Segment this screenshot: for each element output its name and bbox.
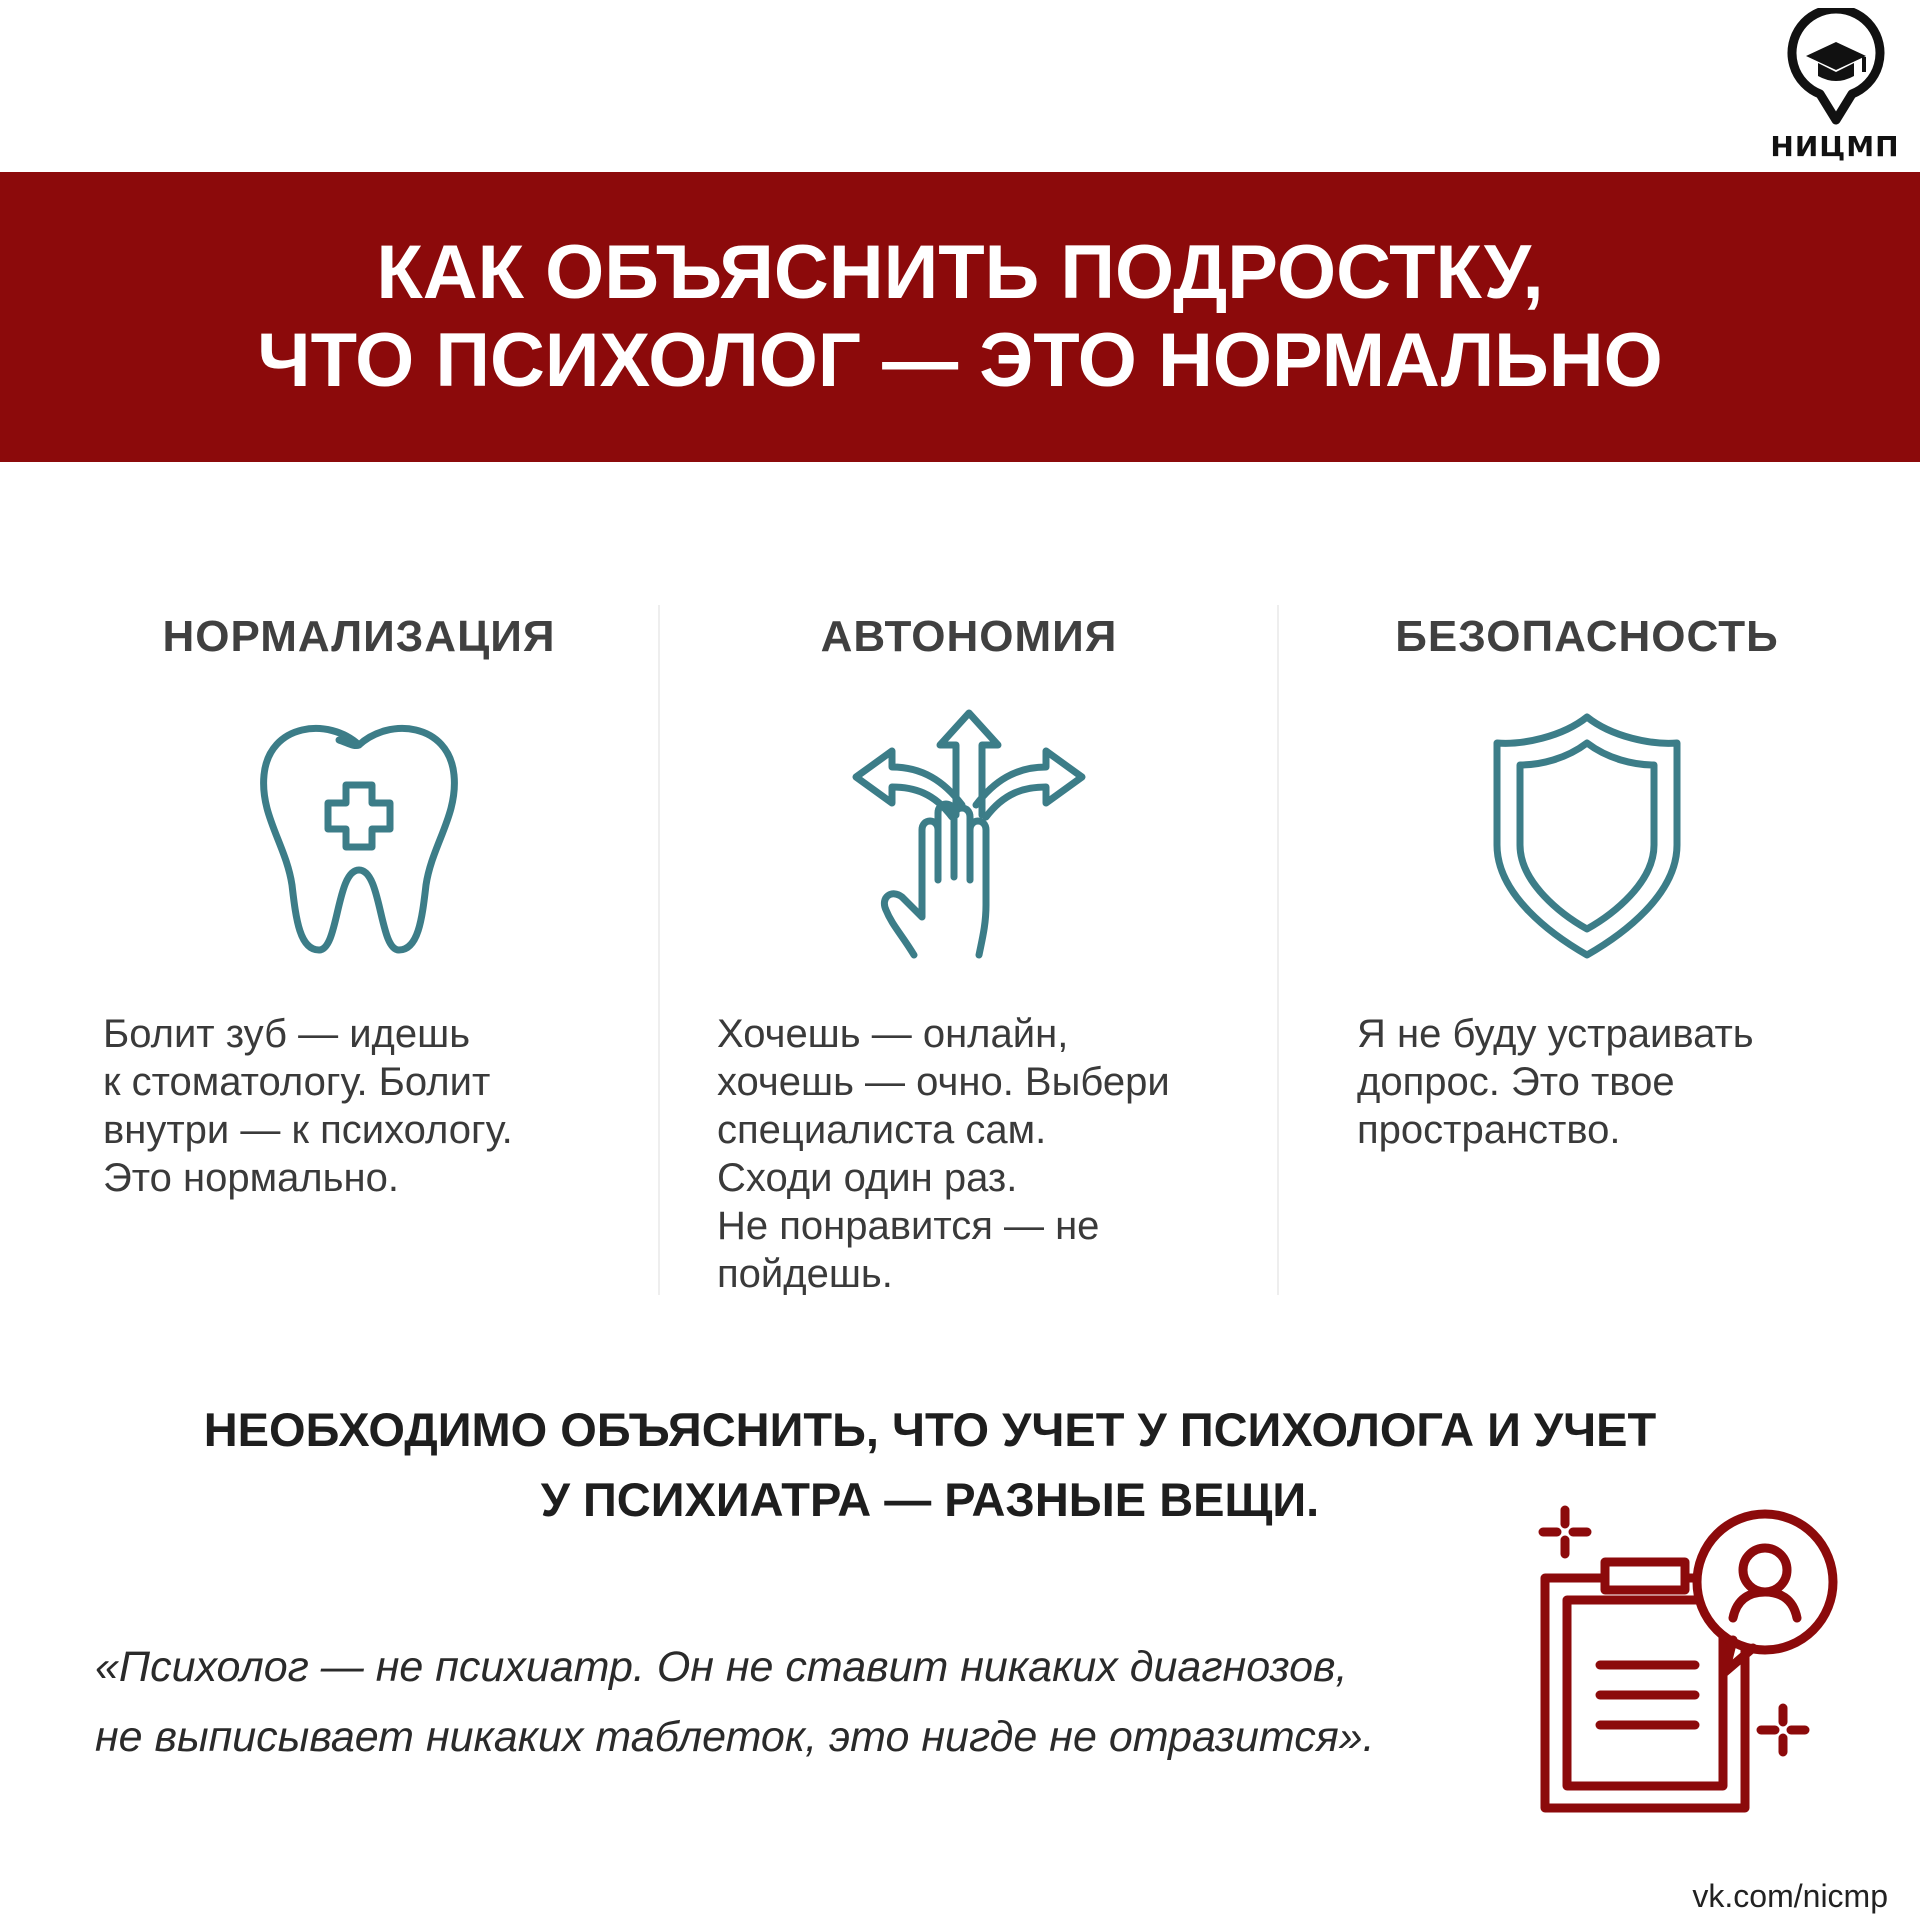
quote-line-1: «Психолог — не психиатр. Он не ставит никаких диагнозов, (95, 1643, 1348, 1691)
hand-arrows-icon (844, 705, 1094, 965)
description-line: хочешь — очно. Выбери (717, 1060, 1170, 1104)
column-description (103, 1010, 513, 1202)
logo-text: НИЦМП (1770, 130, 1900, 163)
graduation-cap-pin-icon (1784, 8, 1888, 128)
column-description (717, 1010, 1170, 1298)
clipboard-user-icon (1525, 1490, 1855, 1820)
column-title: БЕЗОПАСНОСТЬ (1395, 612, 1779, 661)
column-normalization (50, 600, 668, 1300)
shield-icon (1462, 705, 1712, 965)
quote-line-2: не выписывает никаких таблеток, это нигде не отразится». (95, 1713, 1375, 1761)
description-line: к стоматологу. Болит (103, 1060, 491, 1104)
column-title: АВТОНОМИЯ (820, 612, 1118, 661)
description-line: Это нормально. (103, 1156, 399, 1200)
tooth-cross-icon (234, 705, 484, 965)
description-line: Я не буду устраивать (1357, 1012, 1754, 1056)
description-line: Не понравится — не (717, 1204, 1100, 1248)
column-title: НОРМАЛИЗАЦИЯ (162, 612, 556, 661)
description-line: внутри — к психологу. (103, 1108, 513, 1152)
quote (95, 1632, 1375, 1772)
page-title-line-2: ЧТО ПСИХОЛОГ — ЭТО НОРМАЛЬНО (257, 318, 1663, 403)
column-description (1357, 1010, 1754, 1154)
header-banner (0, 172, 1920, 462)
page-title-line-1: КАК ОБЪЯСНИТЬ ПОДРОСТКУ, (376, 230, 1544, 315)
description-line: специалиста сам. (717, 1108, 1047, 1152)
footer-link[interactable]: vk.com/nicmp (1692, 1878, 1888, 1914)
description-line: пойдешь. (717, 1252, 893, 1296)
description-line: пространство. (1357, 1108, 1621, 1152)
description-line: допрос. Это твое (1357, 1060, 1675, 1104)
column-safety (1278, 600, 1896, 1300)
description-line: Болит зуб — идешь (103, 1012, 471, 1056)
description-line: Хочешь — онлайн, (717, 1012, 1069, 1056)
note-line-1: НЕОБХОДИМО ОБЪЯСНИТЬ, ЧТО УЧЕТ У ПСИХОЛОГА И УЧЕТ (203, 1403, 1657, 1456)
note-line-2: У ПСИХИАТРА — РАЗНЫЕ ВЕЩИ. (540, 1473, 1320, 1526)
brand-logo (1760, 8, 1910, 163)
column-autonomy (660, 600, 1278, 1300)
description-line: Сходи один раз. (717, 1156, 1018, 1200)
